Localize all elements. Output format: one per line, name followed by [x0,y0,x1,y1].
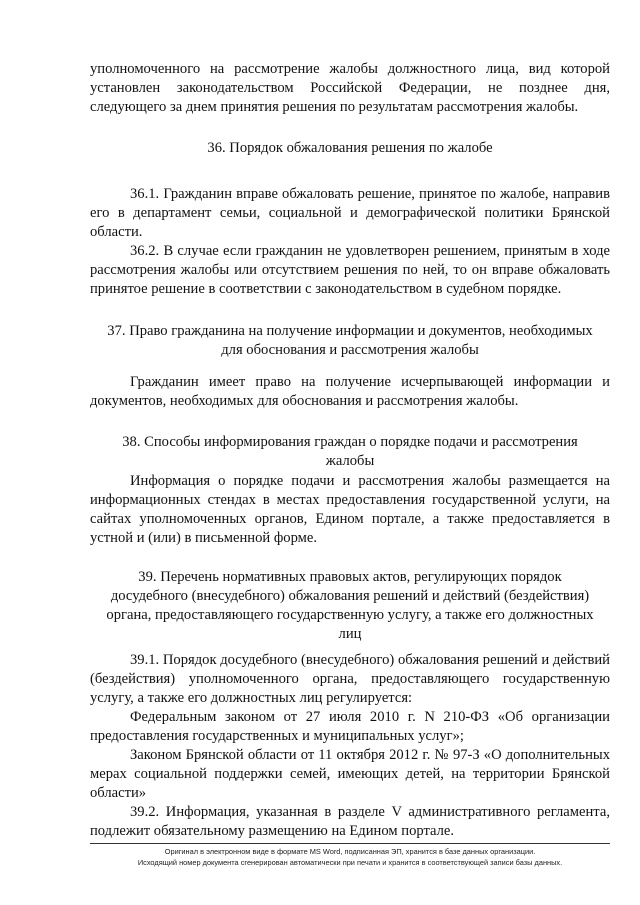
section-39-body [90,651,610,841]
section-38-body [90,472,610,548]
intro-paragraph: уполномоченного на рассмотрение жалобы должностного лица, вид которой установлен законодательством Российской Федерации, не позднее дня, следующего за днем принятия решения по результатам рассмотрения жалобы. [90,61,610,115]
footer-line-1: Оригинал в электронном виде в формате MS Word, подписанная ЭП, хранится в базе данных организации. [164,847,536,856]
section-37-title-line-2: для обоснования и рассмотрения жалобы [221,342,479,358]
section-38-title-line-2: жалобы [325,453,375,469]
section-38-title-line-1: 38. Способы информирования граждан о порядке подачи и рассмотрения [122,434,578,450]
section-37-title-block [90,322,610,360]
section-36-paragraph-2: 36.2. В случае если гражданин не удовлетворен решением, принятым в ходе рассмотрения жалобы или отсутствием решения по ней, то он вправе обжаловать принятое решение в соответствии с законодательством в судебном порядке. [90,243,610,297]
section-37-paragraph-1: Гражданин имеет право на получение исчерпывающей информации и документов, необходимых для обоснования и рассмотрения жалобы. [90,374,610,409]
section-39-paragraph-3: Законом Брянской области от 11 октября 2012 г. № 97-З «О дополнительных мерах социальной поддержки семей, имеющих детей, на территории Брянской области» [90,747,610,801]
section-36-paragraph-1: 36.1. Гражданин вправе обжаловать решение, принятое по жалобе, направив его в департамент семьи, социальной и демографической политики Брянской области. [90,186,610,240]
section-36-body [90,185,610,299]
section-39-title-line-1: 39. Перечень нормативных правовых актов, регулирующих порядок [138,569,562,585]
section-36-title-block [90,139,610,158]
section-37-body [90,373,610,411]
section-39-paragraph-2: Федеральным законом от 27 июля 2010 г. N 210-ФЗ «Об организации предоставления государственных и муниципальных услуг»; [90,709,610,744]
footer-divider [90,843,610,844]
section-38-title-block [90,433,610,471]
section-39-title-line-4: лиц [338,626,362,642]
section-39-title-line-3: органа, предоставляющего государственную услугу, а также его должностных [106,607,594,623]
section-36-title: 36. Порядок обжалования решения по жалобе [207,140,493,156]
section-39-title-line-2: досудебного (внесудебного) обжалования решений и действий (бездействия) [110,588,590,604]
intro-block [90,60,610,117]
section-39-paragraph-4: 39.2. Информация, указанная в разделе V административного регламента, подлежит обязательному размещению на Едином портале. [90,804,610,839]
section-39-paragraph-1: 39.1. Порядок досудебного (внесудебного) обжалования решений и действий (бездействия) уполномоченного органа, предоставляющего государственную услугу, а также его должностных лиц регулируется: [90,652,610,706]
section-38-paragraph-1: Информация о порядке подачи и рассмотрения жалобы размещается на информационных стендах в местах предоставления государственной услуги, на сайтах уполномоченных органов, Едином портале, а также предоставляется в устной и (или) в письменной форме. [90,473,610,546]
section-37-title-line-1: 37. Право гражданина на получение информации и документов, необходимых [107,323,593,339]
section-39-title-block [90,568,610,644]
footer-line-2: Исходящий номер документа сгенерирован автоматически при печати и хранится в соответствующей записи базы данных. [137,858,563,867]
